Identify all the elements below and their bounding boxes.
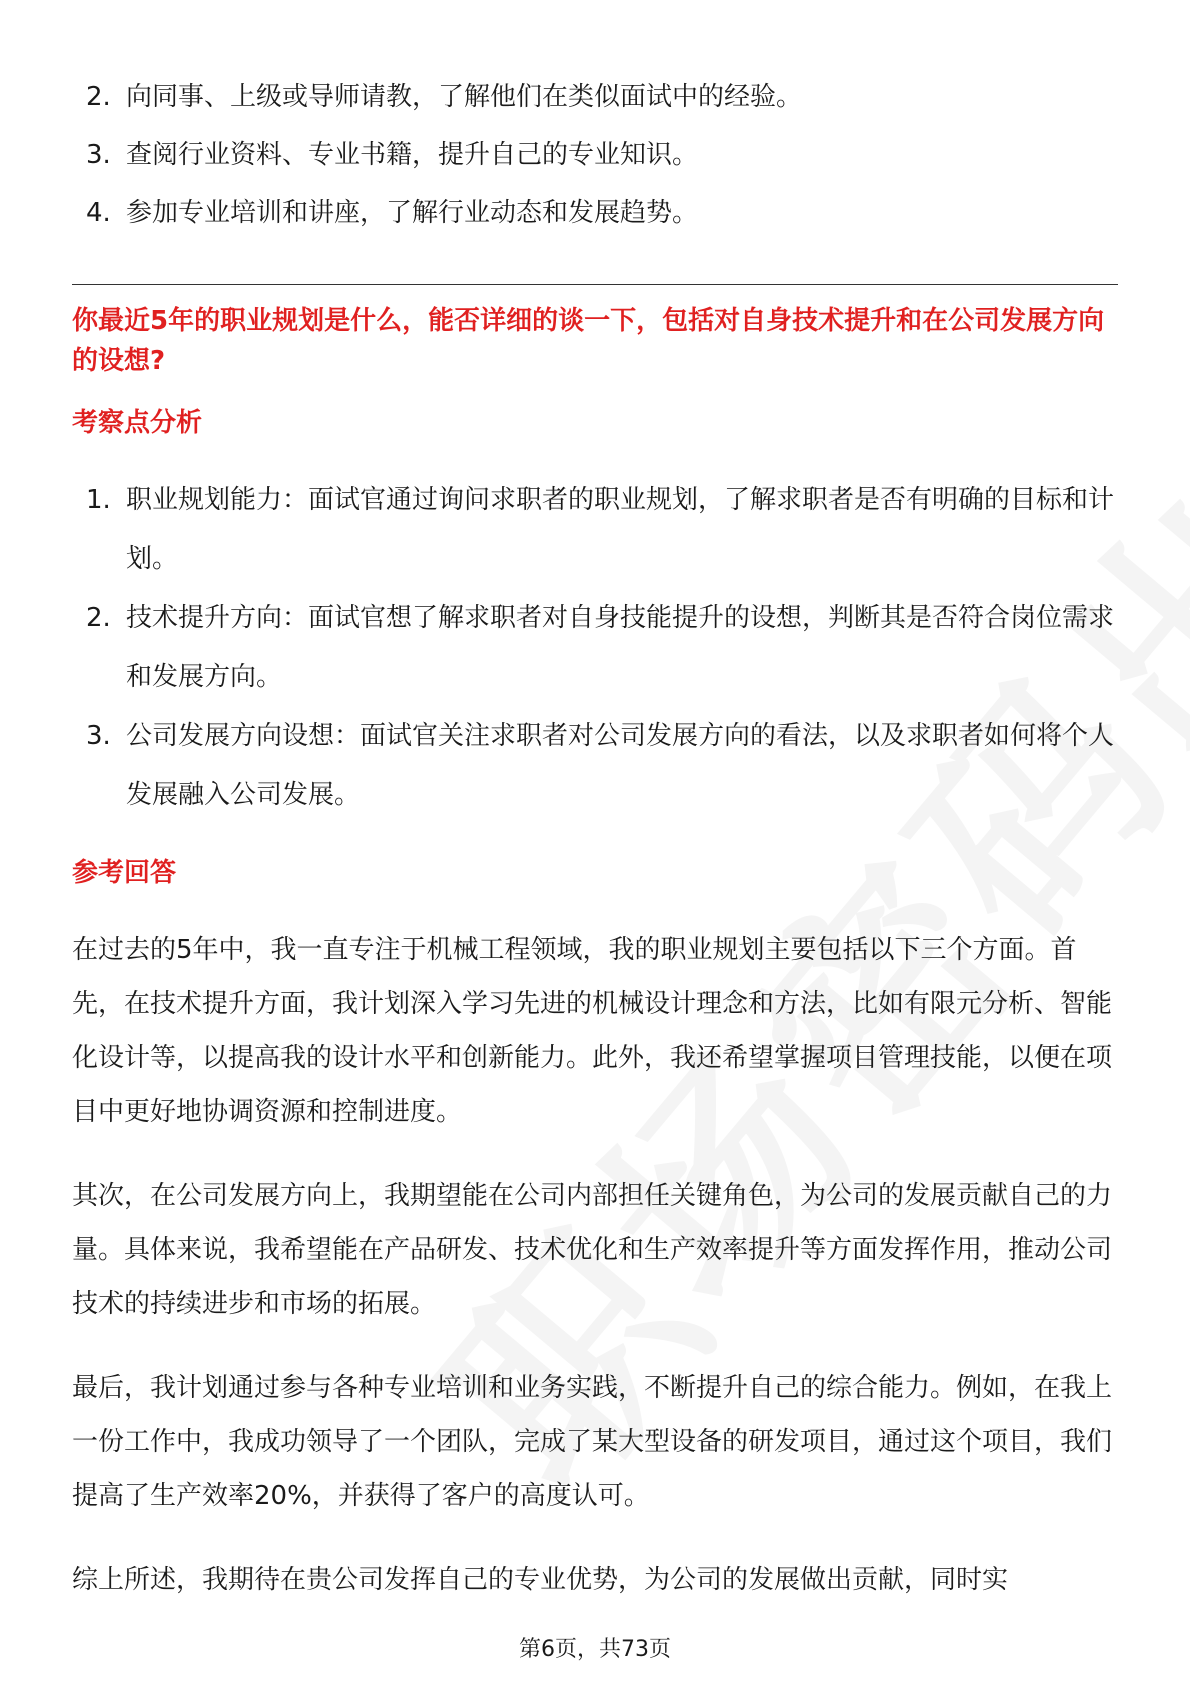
list-item [72,707,1118,825]
answer-paragraph: 在过去的5年中，我一直专注于机械工程领域，我的职业规划主要包括以下三个方面。首先，在技术提升方面，我计划深入学习先进的机械设计理念和方法，比如有限元分析、智能化设计等，以提高我的设计水平和创新能力。此外，我还希望掌握项目管理技能，以便在项目中更好地协调资源和控制进度。 [72,935,1113,1127]
answer-paragraph: 综上所述，我期待在贵公司发挥自己的专业优势，为公司的发展做出贡献，同时实 [72,1565,1009,1595]
list-item-number: 3. [86,721,111,751]
answer-paragraph: 最后，我计划通过参与各种专业培训和业务实践，不断提升自己的综合能力。例如，在我上一份工作中，我成功领导了一个团队，完成了某大型设备的研发项目，通过这个项目，我们提高了生产效率20%，并获得了客户的高度认可。 [72,1373,1113,1511]
list-item-number: 2. [86,82,111,112]
answer-title: 参考回答 [72,858,177,888]
preparation-list [72,68,1118,242]
analysis-list [72,471,1118,825]
page-content [72,68,1118,1637]
list-item [72,589,1118,707]
list-item-number: 4. [86,198,111,228]
section-divider [72,284,1118,285]
list-item-number: 2. [86,603,111,633]
list-item-text: 技术提升方向：面试官想了解求职者对自身技能提升的设想，判断其是否符合岗位需求和发展方向。 [126,603,1115,692]
list-item-text: 向同事、上级或导师请教，了解他们在类似面试中的经验。 [126,82,803,112]
list-item-text: 职业规划能力：面试官通过询问求职者的职业规划，了解求职者是否有明确的目标和计划。 [126,485,1115,574]
page-number: 第6页，共73页 [519,1637,671,1662]
list-item-text: 参加专业培训和讲座，了解行业动态和发展趋势。 [126,198,699,228]
list-item [72,126,1118,184]
list-item [72,68,1118,126]
list-item-number: 3. [86,140,111,170]
list-item [72,184,1118,242]
question-heading: 你最近5年的职业规划是什么，能否详细的谈一下，包括对自身技术提升和在公司发展方向的设想? [72,306,1105,376]
list-item [72,471,1118,589]
list-item-number: 1. [86,485,111,515]
answer-paragraph: 其次，在公司发展方向上，我期望能在公司内部担任关键角色，为公司的发展贡献自己的力量。具体来说，我希望能在产品研发、技术优化和生产效率提升等方面发挥作用，推动公司技术的持续进步和市场的拓展。 [72,1181,1113,1319]
list-item-text: 查阅行业资料、专业书籍，提升自己的专业知识。 [126,140,699,170]
list-item-text: 公司发展方向设想：面试官关注求职者对公司发展方向的看法，以及求职者如何将个人发展融入公司发展。 [126,721,1115,810]
analysis-title: 考察点分析 [72,408,203,438]
